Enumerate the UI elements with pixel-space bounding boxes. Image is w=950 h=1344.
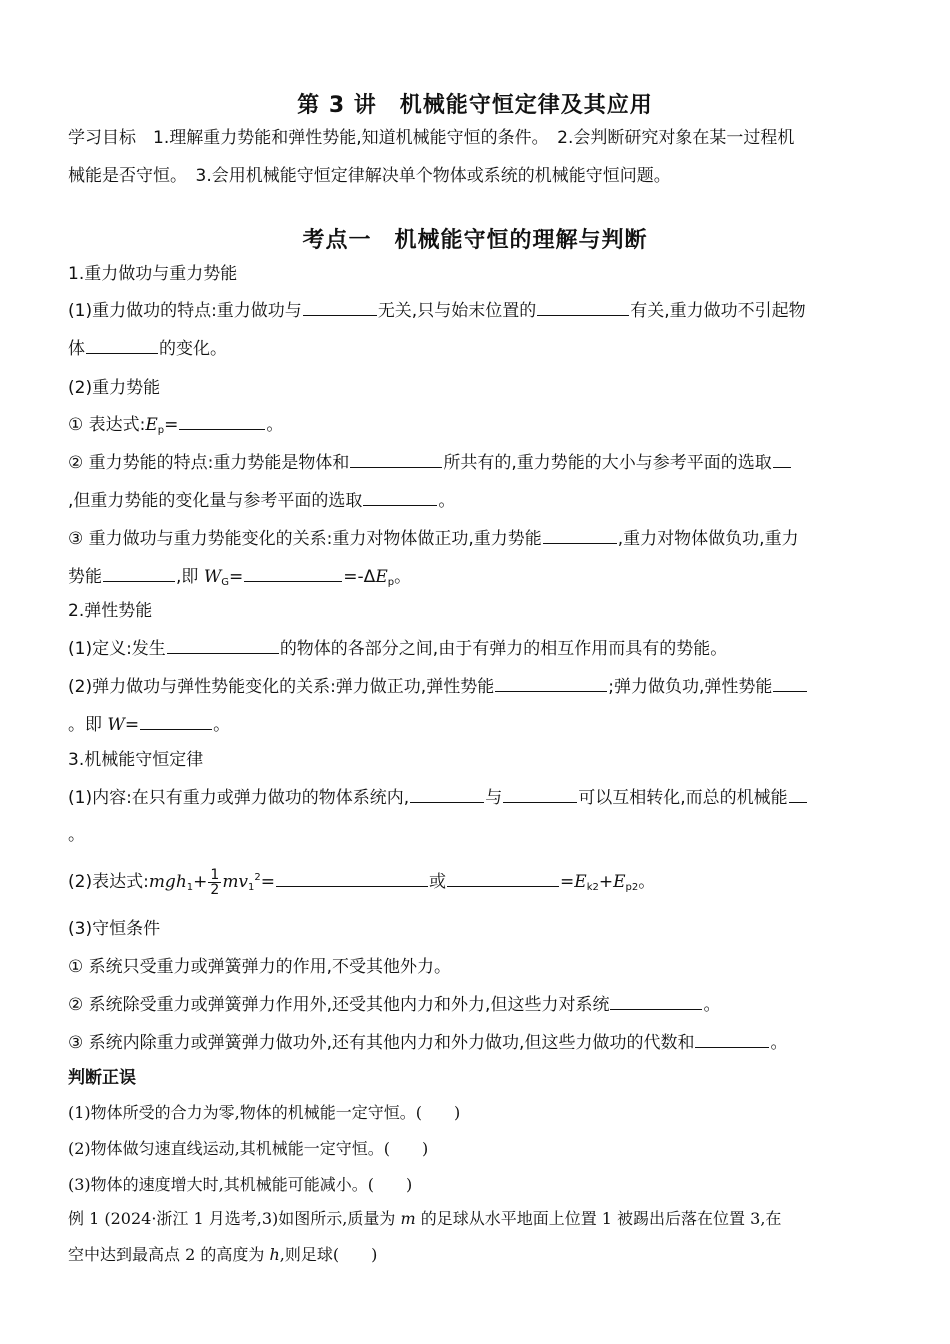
judge-item-3: (3)物体的速度增大时,其机械能可能减小。( ): [68, 1175, 413, 1194]
law-expression: [68, 866, 888, 900]
text: 可以互相转化,而总的机械能: [578, 788, 788, 808]
text: =-Δ: [343, 567, 376, 587]
text: 所共有的,重力势能的大小与参考平面的选取: [443, 453, 772, 473]
fill-blank[interactable]: [103, 565, 175, 582]
text: +: [193, 872, 208, 892]
judge-item-2: (2)物体做匀速直线运动,其机械能一定守恒。( ): [68, 1139, 429, 1158]
fill-blank[interactable]: [179, 413, 265, 430]
fill-blank[interactable]: [244, 565, 342, 582]
text: 体: [68, 339, 85, 359]
text: 。: [394, 567, 412, 587]
heading-conservation-condition: (3)守恒条件: [68, 919, 161, 939]
subscript: 1: [248, 882, 255, 893]
law-content-line-1: [68, 786, 888, 810]
var-m: m: [400, 1209, 416, 1228]
subscript: k2: [586, 882, 599, 893]
fraction-one-half: [208, 868, 221, 897]
gravity-work-relation-line-2: [68, 565, 888, 595]
condition-1: ① 系统只受重力或弹簧弹力的作用,不受其他外力。: [68, 957, 452, 977]
text: =: [229, 567, 244, 587]
var-w: W: [203, 567, 222, 587]
heading-gravity-potential: (2)重力势能: [68, 378, 161, 398]
numerator: 1: [210, 866, 220, 883]
text: ,则足球( ): [279, 1245, 378, 1264]
gravity-potential-feature-line-1: [68, 451, 888, 475]
text: 。: [703, 995, 721, 1015]
text: 与: [485, 788, 503, 808]
var-e: E: [574, 872, 587, 892]
judge-heading: 判断正误: [68, 1068, 136, 1088]
text: ;弹力做负功,弹性势能: [608, 677, 773, 697]
text: 。: [438, 491, 456, 511]
text: 。即: [68, 715, 108, 735]
text: ,即: [176, 567, 204, 587]
text: =: [560, 872, 575, 892]
fill-blank[interactable]: [276, 870, 428, 887]
text: =: [124, 715, 140, 735]
fill-blank[interactable]: [447, 870, 559, 887]
fill-blank[interactable]: [140, 713, 212, 730]
text: ① 表达式:: [68, 415, 146, 435]
text: 。: [770, 1033, 788, 1053]
fill-blank[interactable]: [303, 299, 377, 316]
gravity-potential-expression: [68, 413, 888, 443]
gravity-work-feature-line-1: [68, 299, 888, 323]
text: (1)定义:发生: [68, 639, 166, 659]
condition-2: [68, 993, 888, 1017]
text: 例 1 (2024·浙江 1 月选考,3)如图所示,质量为: [68, 1209, 401, 1228]
text: 。: [213, 715, 231, 735]
gravity-work-relation-line-1: [68, 527, 888, 551]
var-e: E: [145, 415, 158, 435]
heading-conservation-law: 3.机械能守恒定律: [68, 750, 204, 770]
elastic-definition: [68, 637, 888, 661]
superscript: 2: [254, 872, 261, 883]
subscript: 1: [186, 882, 194, 893]
example-line-2: [68, 1243, 888, 1267]
text: 有关,重力做功不引起物: [630, 301, 806, 321]
fill-blank[interactable]: [773, 675, 807, 692]
text: 或: [429, 872, 447, 892]
objectives-line-1: 学习目标 1.理解重力势能和弹性势能,知道机械能守恒的条件。 2.会判断研究对象在某一过程机: [68, 128, 795, 148]
text: =: [260, 872, 276, 892]
text: ② 重力势能的特点:重力势能是物体和: [68, 453, 350, 473]
example-line-1: [68, 1207, 888, 1231]
objectives-line-2: 械能是否守恒。 3.会用机械能守恒定律解决单个物体或系统的机械能守恒问题。: [68, 166, 671, 186]
denominator: 2: [210, 881, 220, 898]
condition-3: [68, 1031, 888, 1055]
subscript: p: [387, 577, 395, 588]
fill-blank[interactable]: [789, 786, 807, 803]
elastic-work-relation-line-2: [68, 713, 888, 737]
heading-elastic-potential: 2.弹性势能: [68, 601, 153, 621]
section-title: 考点一 机械能守恒的理解与判断: [302, 228, 648, 253]
var-w: W: [107, 715, 125, 735]
text: 。: [638, 872, 656, 892]
text: (1)内容:在只有重力或弹力做功的物体系统内,: [68, 788, 410, 808]
var-h: h: [269, 1245, 280, 1264]
fill-blank[interactable]: [167, 637, 279, 654]
var-e: E: [613, 872, 626, 892]
text: 无关,只与始末位置的: [377, 301, 537, 321]
fill-blank[interactable]: [537, 299, 629, 316]
subscript: p: [157, 425, 165, 436]
term-mv: mv: [222, 872, 249, 892]
text: 的变化。: [159, 339, 227, 359]
fill-blank[interactable]: [350, 451, 442, 468]
text: +: [598, 872, 614, 892]
fill-blank[interactable]: [363, 489, 437, 506]
text: 势能: [68, 567, 102, 587]
gravity-work-feature-line-2: [68, 337, 888, 361]
subscript: p2: [625, 882, 639, 893]
fill-blank[interactable]: [543, 527, 617, 544]
gravity-potential-feature-line-2: [68, 489, 888, 513]
fill-blank[interactable]: [495, 675, 607, 692]
fill-blank[interactable]: [610, 993, 702, 1010]
fill-blank[interactable]: [695, 1031, 769, 1048]
text: 的足球从水平地面上位置 1 被踢出后落在位置 3,在: [415, 1209, 782, 1228]
text: (2)弹力做功与弹性势能变化的关系:弹力做正功,弹性势能: [68, 677, 495, 697]
fill-blank[interactable]: [86, 337, 158, 354]
law-content-line-2: 。: [68, 825, 85, 845]
text: 空中达到最高点 2 的高度为: [68, 1245, 270, 1264]
subscript: G: [221, 577, 230, 588]
text: =: [164, 415, 179, 435]
text: 。: [266, 415, 284, 435]
text: ,重力对物体做负功,重力: [617, 529, 799, 549]
fill-blank[interactable]: [410, 786, 484, 803]
var-e: E: [375, 567, 388, 587]
term-mgh: mgh: [148, 872, 187, 892]
fill-blank[interactable]: [773, 451, 791, 468]
text: (1)重力做功的特点:重力做功与: [68, 301, 302, 321]
heading-gravity-work: 1.重力做功与重力势能: [68, 264, 238, 284]
text: 的物体的各部分之间,由于有弹力的相互作用而具有的势能。: [279, 639, 728, 659]
text: ② 系统除受重力或弹簧弹力作用外,还受其他内力和外力,但这些力对系统: [68, 995, 610, 1015]
lecture-title: 第 3 讲 机械能守恒定律及其应用: [297, 93, 653, 118]
fill-blank[interactable]: [503, 786, 577, 803]
text: ③ 系统内除重力或弹簧弹力做功外,还有其他内力和外力做功,但这些力做功的代数和: [68, 1033, 695, 1053]
text: ③ 重力做功与重力势能变化的关系:重力对物体做正功,重力势能: [68, 529, 542, 549]
text: (2)表达式:: [68, 872, 149, 892]
judge-item-1: (1)物体所受的合力为零,物体的机械能一定守恒。( ): [68, 1103, 461, 1122]
text: ,但重力势能的变化量与参考平面的选取: [68, 491, 363, 511]
elastic-work-relation-line-1: [68, 675, 888, 699]
